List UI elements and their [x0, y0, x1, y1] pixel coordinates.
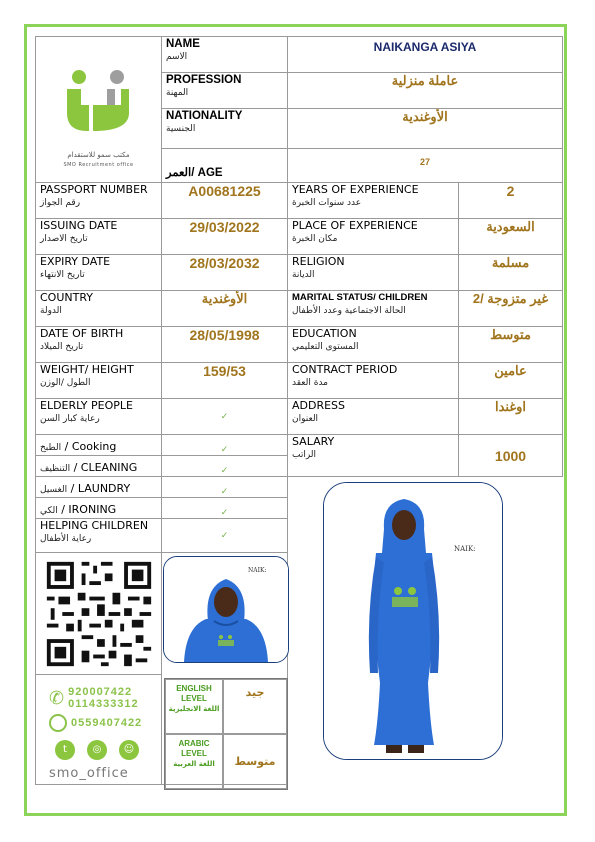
name-label-ar: الاسم — [166, 52, 188, 62]
social-icons — [55, 740, 159, 760]
small-photo — [163, 556, 289, 663]
weight-height-label: WEIGHT/ HEIGHT — [40, 363, 134, 376]
skill-elderly-label-ar: رعاية كبار السن — [40, 414, 100, 424]
years-exp-label-cell — [288, 183, 459, 219]
passport-label-ar: رقم الجواز — [40, 198, 81, 208]
company-logo-icon — [59, 65, 139, 145]
large-photo — [323, 482, 503, 760]
skill-laundry-label: LAUNDRY — [77, 482, 131, 495]
worker-portrait-small-icon — [164, 557, 288, 662]
language-levels — [164, 678, 288, 790]
skill-children-label: HELPING CHILDREN — [40, 519, 149, 532]
country-label-ar: الدولة — [40, 306, 62, 316]
arabic-level-value: متوسط — [234, 755, 276, 768]
whatsapp-row — [49, 714, 159, 732]
arabic-level-label-ar: اللغة العربية — [173, 760, 215, 768]
passport-label: PASSPORT NUMBER — [40, 183, 148, 196]
skill-elderly-label: ELDERLY PEOPLE — [40, 399, 133, 412]
name-value: NAIKANGA ASIYA — [373, 40, 477, 54]
address-value: اوغندا — [459, 399, 563, 435]
logo-cell — [36, 37, 162, 183]
country-label-cell — [36, 291, 162, 327]
english-level-label: ENGLISH LEVEL — [176, 684, 212, 703]
country-label: COUNTRY — [40, 291, 93, 304]
skill-laundry-label-ar: الغسيل — [40, 485, 68, 495]
age-label: العمر/ AGE — [166, 167, 223, 179]
weight-height-value: 159/53 — [162, 363, 288, 399]
skill-children-label-ar: رعاية الأطفال — [40, 534, 92, 544]
salary-label-ar: الراتب — [292, 450, 317, 460]
nationality-label-ar: الجنسية — [166, 124, 196, 134]
education-label: EDUCATION — [292, 327, 357, 340]
place-exp-label-cell — [288, 219, 459, 255]
age-value: 27 — [419, 157, 430, 167]
skill-ironing-label: IRONING — [68, 503, 117, 516]
salary-label: SALARY — [292, 435, 335, 448]
years-exp-value: 2 — [459, 183, 563, 219]
phone-number-1: 920007422 — [68, 686, 133, 698]
skill-ironing-check: ✓ — [162, 498, 288, 519]
wh-label-cell — [36, 363, 162, 399]
english-level-value: جيد — [245, 686, 265, 699]
dob-label-ar: تاريخ الميلاد — [40, 342, 84, 352]
logo-text-ar: مكتب سمو للاستقدام — [67, 151, 130, 159]
education-label-ar: المستوى التعليمي — [292, 342, 359, 352]
profession-label: PROFESSION — [166, 74, 242, 86]
years-exp-label-ar: عدد سنوات الخبرة — [292, 198, 362, 208]
expiry-label-ar: تاريخ الانتهاء — [40, 270, 85, 280]
whatsapp-number: 0559407422 — [71, 717, 143, 729]
nationality-label: NATIONALITY — [166, 110, 243, 122]
address-label: ADDRESS — [292, 399, 346, 412]
skill-ironing-label-ar: الكي — [40, 506, 58, 516]
twitter-icon[interactable]: t — [55, 740, 75, 760]
phone-row — [49, 686, 159, 710]
name-label: NAME — [166, 38, 200, 50]
worker-portrait-full-icon — [324, 483, 502, 759]
education-label-cell — [288, 327, 459, 363]
country-value: الأوغندية — [162, 291, 288, 327]
english-level-label-ar: اللغة الانجليزية — [168, 705, 220, 713]
skill-cleaning-label: CLEANING — [80, 461, 138, 474]
years-exp-label: YEARS OF EXPERIENCE — [292, 183, 419, 196]
place-exp-label: PLACE OF EXPERIENCE — [292, 219, 418, 232]
education-value: متوسط — [459, 327, 563, 363]
nationality-label-cell — [162, 109, 288, 149]
skill-cooking-check: ✓ — [162, 435, 288, 456]
dob-label-cell — [36, 327, 162, 363]
issuing-label-ar: تاريخ الاصدار — [40, 234, 88, 244]
phone-icon: ✆ — [49, 687, 65, 709]
contract-value: عامين — [459, 363, 563, 399]
marital-label: MARITAL STATUS/ CHILDREN — [292, 292, 428, 303]
place-exp-value: السعودية — [459, 219, 563, 255]
arabic-level-label-cell — [165, 734, 223, 789]
skill-cleaning-cell: التنظيف / CLEANING — [36, 456, 162, 477]
skill-ironing-cell: الكي / IRONING — [36, 498, 162, 519]
issuing-label-cell — [36, 219, 162, 255]
issuing-value: 29/03/2022 — [162, 219, 288, 255]
salary-label-cell — [288, 435, 459, 477]
skill-cooking-label-ar: الطبخ — [40, 443, 62, 453]
large-photo-caption: NAIK: — [454, 545, 476, 553]
social-handle: smo_office — [49, 766, 129, 781]
weight-height-label-ar: الطول /الوزن — [40, 378, 91, 388]
address-label-ar: العنوان — [292, 414, 319, 424]
skill-elderly-check: ✓ — [162, 399, 288, 435]
profession-value: عاملة منزلية — [288, 73, 563, 109]
address-label-cell — [288, 399, 459, 435]
religion-label-cell — [288, 255, 459, 291]
whatsapp-icon — [49, 714, 67, 732]
passport-value: A00681225 — [162, 183, 288, 219]
dob-label: DATE OF BIRTH — [40, 327, 124, 340]
marital-value: غير متزوجة /2 — [459, 291, 563, 327]
arabic-level-label: ARABIC LEVEL — [178, 739, 210, 758]
dob-value: 28/05/1998 — [162, 327, 288, 363]
skill-children-cell — [36, 519, 162, 553]
skill-cooking-label: Cooking — [71, 440, 117, 453]
expiry-label-cell — [36, 255, 162, 291]
place-exp-label-ar: مكان الخبرة — [292, 234, 338, 244]
marital-label-cell — [288, 291, 459, 327]
skill-children-check: ✓ — [162, 519, 288, 553]
qr-cell — [36, 553, 162, 675]
religion-label-ar: الديانة — [292, 270, 315, 280]
skill-cleaning-label-ar: التنظيف — [40, 464, 71, 474]
snapchat-icon[interactable]: ☺ — [119, 740, 139, 760]
nationality-value: الأوغندية — [288, 109, 563, 149]
profession-label-cell — [162, 73, 288, 109]
passport-label-cell — [36, 183, 162, 219]
english-level-value-cell — [223, 679, 287, 734]
contact-info — [49, 686, 159, 781]
name-label-cell — [162, 37, 288, 73]
skill-cleaning-check: ✓ — [162, 456, 288, 477]
skill-laundry-check: ✓ — [162, 477, 288, 498]
cv-sheet — [35, 36, 562, 790]
instagram-icon[interactable]: ◎ — [87, 740, 107, 760]
arabic-level-value-cell — [223, 734, 287, 789]
skill-cooking-cell: الطبخ / Cooking — [36, 435, 162, 456]
english-level-label-cell — [165, 679, 223, 734]
religion-value: مسلمة — [459, 255, 563, 291]
skill-laundry-cell: الغسيل / LAUNDRY — [36, 477, 162, 498]
contract-label-ar: مدة العقد — [292, 378, 328, 388]
salary-value: 1000 — [459, 435, 563, 477]
skill-elderly-cell — [36, 399, 162, 435]
expiry-value: 28/03/2032 — [162, 255, 288, 291]
age-label-cell — [162, 149, 288, 183]
issuing-label: ISSUING DATE — [40, 219, 118, 232]
expiry-label: EXPIRY DATE — [40, 255, 111, 268]
qr-code-icon — [43, 558, 155, 670]
profession-label-ar: المهنة — [166, 88, 189, 98]
contract-label-cell — [288, 363, 459, 399]
marital-label-ar: الحالة الاجتماعية وعدد الأطفال — [292, 306, 406, 316]
logo-text-en: SMO Recruitment office — [63, 162, 134, 168]
religion-label: RELIGION — [292, 255, 345, 268]
contract-label: CONTRACT PERIOD — [292, 363, 398, 376]
name-value-cell — [288, 37, 563, 73]
phone-number-2: 0114333312 — [68, 698, 139, 710]
small-photo-caption: NAIK: — [248, 567, 267, 574]
age-value-cell — [288, 149, 563, 183]
